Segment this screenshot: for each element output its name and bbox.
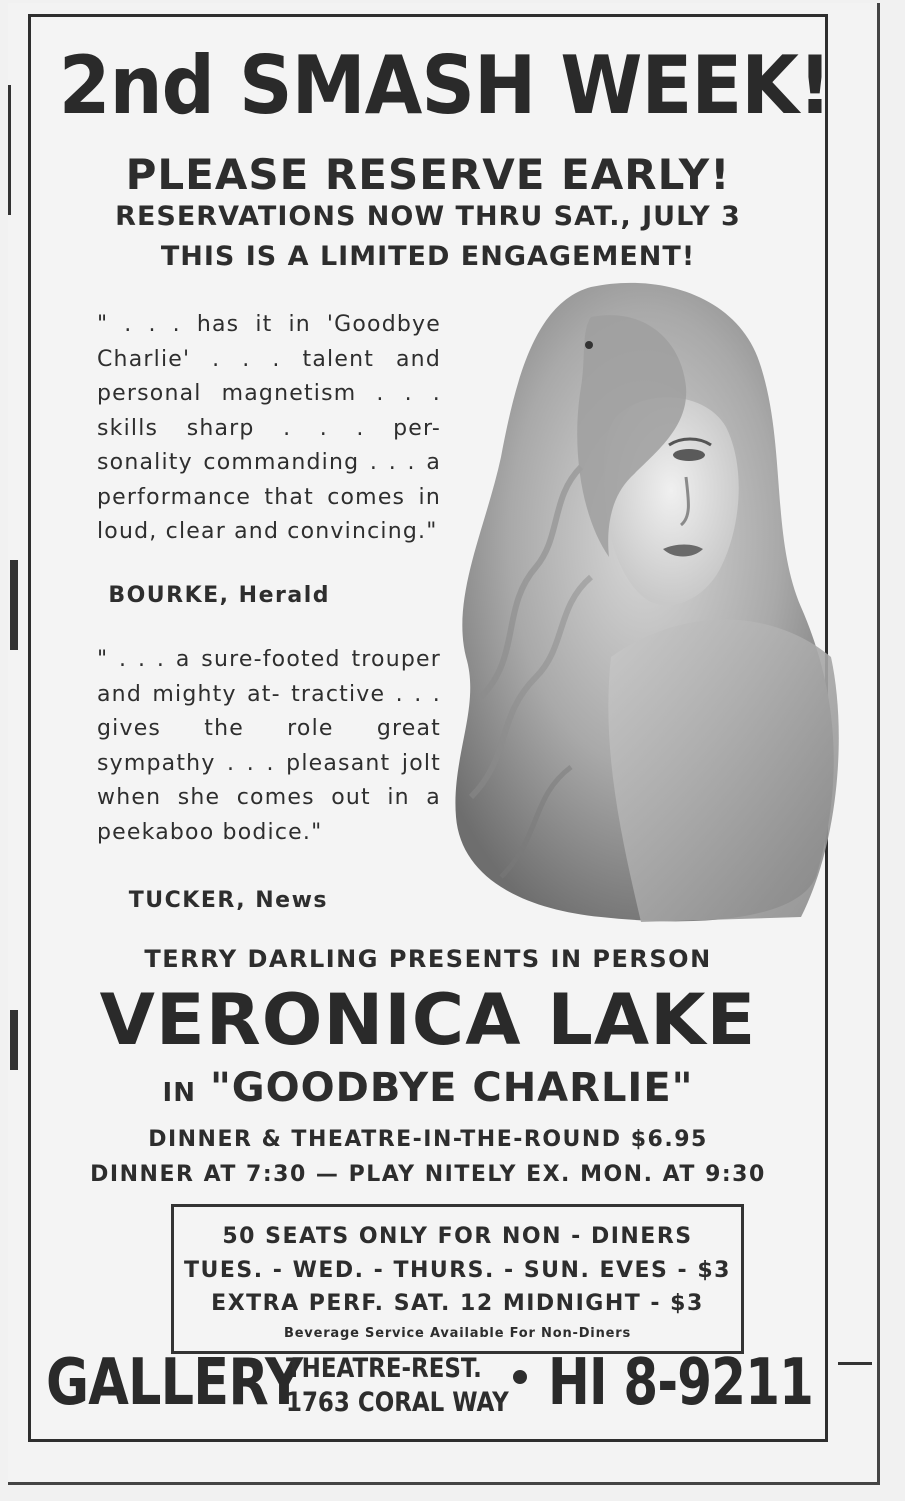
presenter-line: TERRY DARLING PRESENTS IN PERSON	[144, 945, 712, 973]
star-name: VERONICA LAKE	[99, 979, 757, 1061]
phone-number: HI 8-9211	[548, 1346, 814, 1420]
clipping-edge-mark	[10, 1010, 18, 1070]
reservations-notice: RESERVATIONS NOW THRU SAT., JULY 3	[115, 201, 741, 232]
beverage-service-note: Beverage Service Available For Non-Diners	[283, 1326, 631, 1341]
venue-name: GALLERY	[46, 1346, 303, 1420]
review-quote-1: " . . . has it in 'Goodbye Charlie' . . . talent and personal magnetism . . . skills sharp . . . per- sonality commanding . . . a performance that comes in loud, clear and convincing."	[97, 312, 441, 544]
venue-type: THEATRE-REST.	[286, 1353, 482, 1384]
review-attribution-1: BOURKE, Herald	[108, 583, 330, 608]
dinner-times-line: DINNER AT 7:30 — PLAY NITELY EX. MON. AT 9:30	[90, 1162, 766, 1187]
reserve-notice: PLEASE RESERVE EARLY!	[125, 150, 731, 199]
headline: 2nd SMASH WEEK!	[58, 39, 831, 132]
non-diners-seats: 50 SEATS ONLY FOR NON - DINERS	[222, 1224, 693, 1249]
clipping-edge-mark	[838, 1362, 872, 1365]
dinner-price-line: DINNER & THEATRE-IN-THE-ROUND $6.95	[148, 1127, 708, 1152]
extra-performance: EXTRA PERF. SAT. 12 MIDNIGHT - $3	[211, 1291, 704, 1316]
clipping-edge-mark	[8, 85, 11, 215]
venue-address	[286, 1352, 509, 1420]
limited-engagement-notice: THIS IS A LIMITED ENGAGEMENT!	[160, 241, 696, 272]
review-attribution-2: TUCKER, News	[128, 888, 328, 913]
bullet-dot	[513, 1370, 527, 1384]
show-title	[31, 1065, 825, 1111]
advertisement	[28, 14, 831, 1442]
in-word: IN	[162, 1078, 196, 1108]
clipping-edge-mark	[10, 560, 18, 650]
show-name: "GOODBYE CHARLIE"	[209, 1065, 694, 1111]
non-diners-info-box	[171, 1204, 744, 1354]
review-quote-2: " . . . a sure-footed trouper and mighty at- tractive . . . gives the role great sympathy . . . pleasant jolt when she comes out in a peekaboo bodice."	[97, 647, 441, 845]
portrait-photo	[441, 277, 851, 927]
venue-street: 1763 CORAL WAY	[286, 1387, 509, 1418]
non-diners-schedule: TUES. - WED. - THURS. - SUN. EVES - $3	[184, 1258, 731, 1283]
